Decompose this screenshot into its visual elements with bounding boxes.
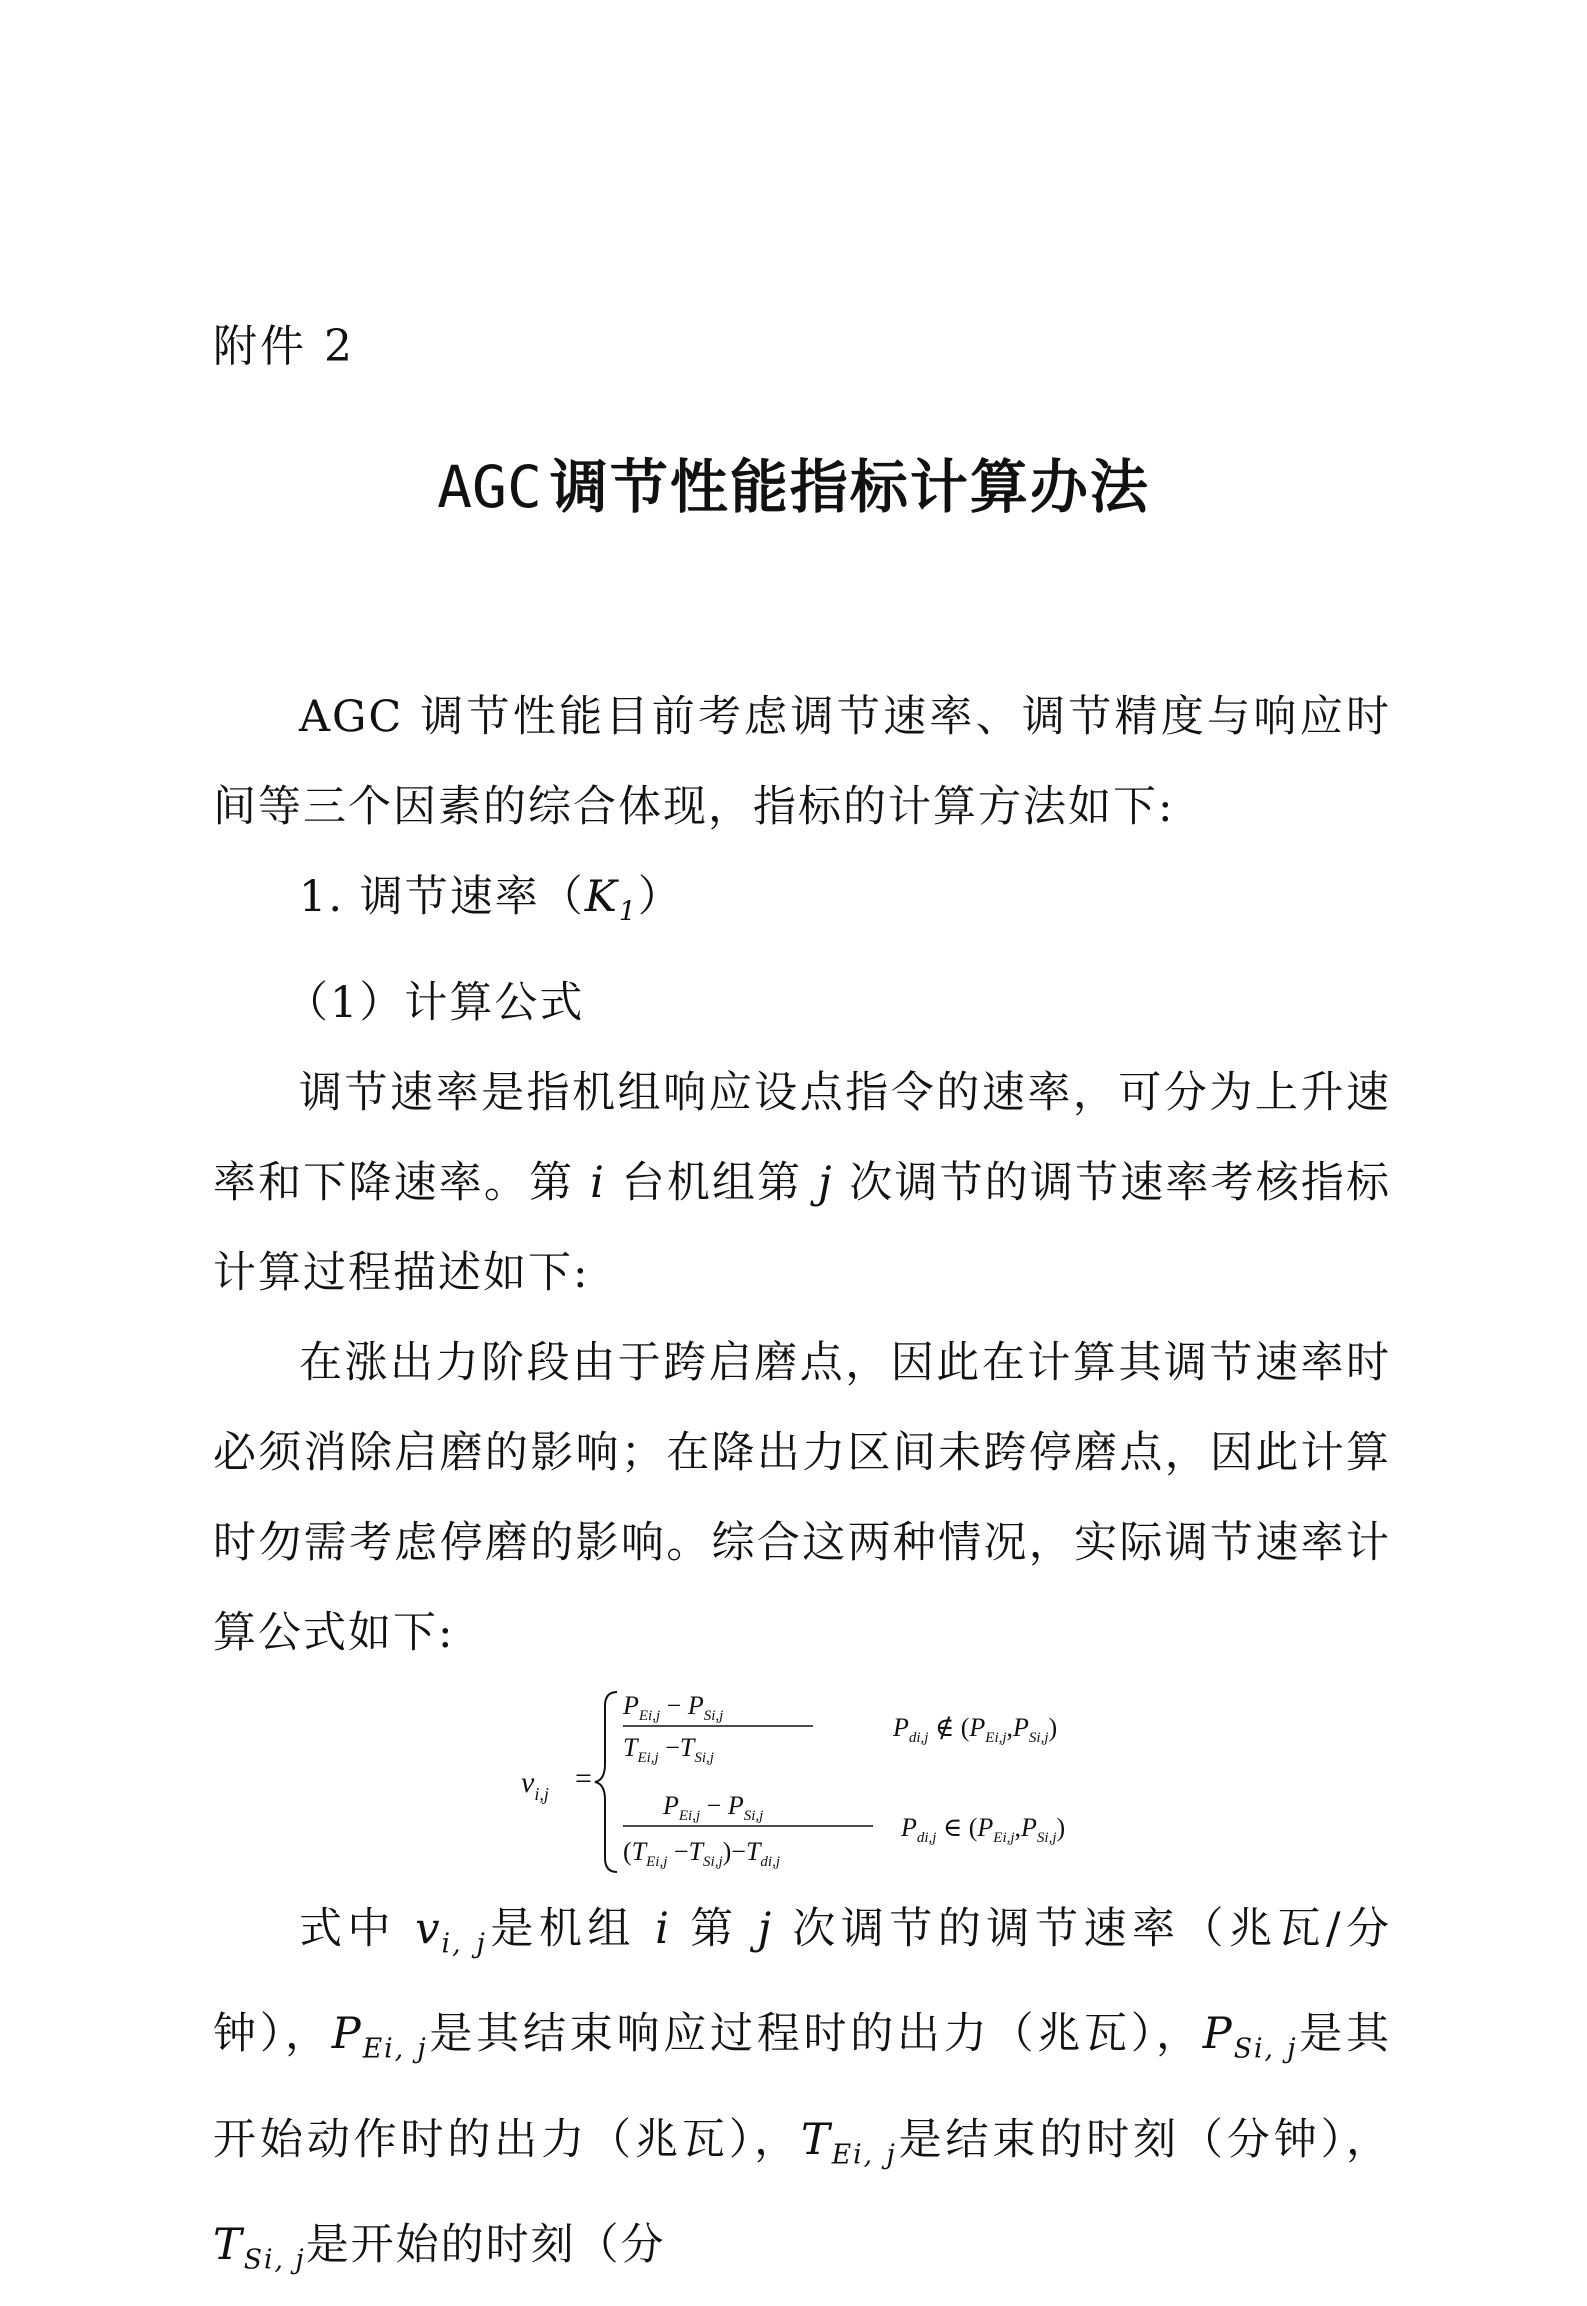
- case1-denominator: $T_{Ei,j} -T_{Si,j}$: [623, 1732, 714, 1766]
- p1-var-j: j: [818, 1157, 834, 1208]
- title-latin: AGC: [437, 453, 542, 521]
- section1-number: 1. 调节速率（: [299, 872, 585, 922]
- section1-variable: K: [584, 872, 619, 922]
- case1-condition: $P_{di,j}$ ∉ $(P_{Ei,j},P_{Si,j})$: [893, 1712, 1058, 1746]
- section-heading-1: [213, 852, 1391, 958]
- case2-denominator: $(T_{Ei,j} -T_{Si,j})-T_{di,j}$: [623, 1836, 781, 1870]
- formula-svg: [513, 1684, 1133, 1880]
- paragraph-mill-effect: 在涨出力阶段由于跨启磨点，因此在计算其调节速率时必须消除启磨的影响；在降出力区间未跨停磨点，因此计算时勿需考虑停磨的影响。综合这两种情况，实际调节速率计算公式如下:: [213, 1337, 1391, 1658]
- paragraph-variable-definitions: 式中 $v_{i, j}$是机组 i 第 j 次调节的调节速率（兆瓦/分钟），$P_{Ei, j}$是其结束响应过程时的出力（兆瓦），$P_{Si, j}$是其开始动作时的出力（兆瓦），$T_{Ei, j}$是结束的时刻（分钟），$T_{Si, j}$是开始的时刻（分: [213, 1903, 1392, 2276]
- intro-paragraph: AGC 调节性能目前考虑调节速率、调节精度与响应时间等三个因素的综合体现，指标的计算方法如下:: [213, 692, 1391, 832]
- case2-numerator: $P_{Ei,j} - P_{Si,j}$: [663, 1790, 764, 1824]
- formula-lhs: $v_{i,j}$: [521, 1765, 549, 1804]
- p1-mid: 台机组第: [621, 1157, 803, 1208]
- section1-close: ）: [637, 872, 683, 922]
- p1-end: 次调节的调节速率考核指标计算过程描述如下:: [213, 1157, 1392, 1298]
- document-body: [213, 672, 1391, 2306]
- attachment-label: 附件 2: [213, 321, 355, 372]
- page-title: [0, 440, 1587, 524]
- formula-equals: =: [575, 1761, 592, 1795]
- subsection-heading-1: （1）计算公式: [285, 977, 585, 1028]
- rate-formula: [213, 1684, 1391, 1880]
- p1-text: 调节速率是指机组响应设点指令的速率，可分为上升速率和下降速率。第: [213, 1067, 1391, 1208]
- case2-condition: $P_{di,j}$ ∈ $(P_{Ei,j},P_{Si,j})$: [901, 1812, 1066, 1846]
- formula-brace: [595, 1692, 617, 1872]
- title-cjk: 调节性能指标计算办法: [549, 453, 1150, 521]
- section1-subscript: 1: [618, 896, 638, 928]
- p1-var-i: i: [590, 1157, 606, 1208]
- paragraph-rate-definition: [213, 1048, 1391, 1318]
- case1-numerator: $P_{Ei,j} - P_{Si,j}$: [623, 1690, 724, 1724]
